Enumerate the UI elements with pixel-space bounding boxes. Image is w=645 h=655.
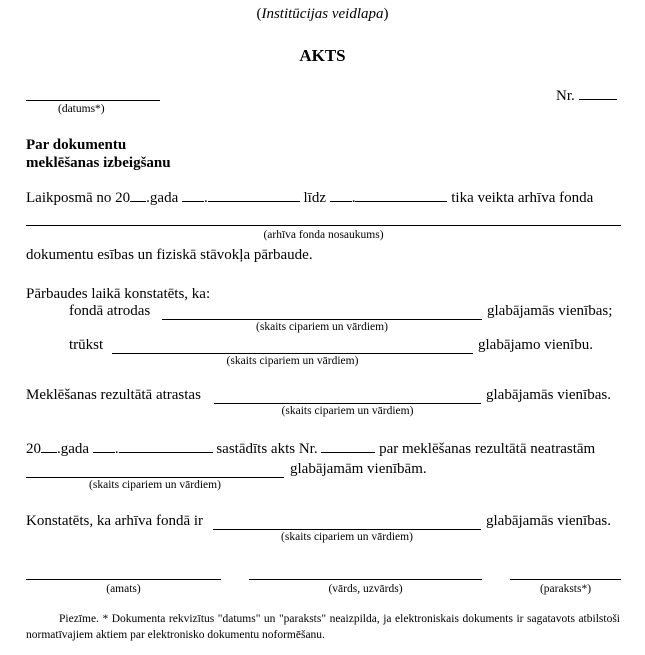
- missing-caption: (skaits cipariem un vārdiem): [226, 355, 359, 367]
- search-result-label: Meklēšanas rezultātā atrastas: [26, 387, 201, 403]
- search-result-unit: glabājamās vienības.: [486, 387, 611, 403]
- name-caption: (vārds, uzvārds): [328, 583, 403, 595]
- period-line: Laikposmā no 20 .gada . līdz . tika veikta arhīva fonda: [26, 190, 594, 206]
- act-count-caption: (skaits cipariem un vārdiem): [89, 479, 221, 491]
- act-drawn-line: 20 .gada . sastādīts akts Nr. par meklēšanas rezultātā neatrastām: [26, 441, 596, 457]
- inspection-intro: Pārbaudes laikā konstatēts, ka:: [26, 286, 211, 302]
- position-line[interactable]: [26, 579, 221, 580]
- act-text-a: 20: [26, 441, 41, 457]
- in-fund-line[interactable]: [162, 319, 482, 320]
- form-note: (Institūcijas veidlapa): [256, 6, 389, 22]
- to-month-input[interactable]: [355, 188, 447, 202]
- conclusion-label: Konstatēts, ka arhīva fondā ir: [26, 513, 204, 529]
- subject-line-2: meklēšanas izbeigšanu: [26, 155, 171, 171]
- act-month-input[interactable]: [119, 439, 213, 453]
- date-line[interactable]: [26, 100, 160, 101]
- act-text-d: par meklēšanas rezultātā neatrastām: [379, 441, 596, 457]
- act-drawn-unit: glabājamām vienībām.: [290, 461, 427, 477]
- year-input[interactable]: [130, 188, 146, 202]
- number-field: [556, 86, 617, 105]
- act-text-c: sastādīts akts Nr.: [216, 441, 318, 457]
- in-fund-label: fondā atrodas: [69, 303, 151, 319]
- conclusion-caption: (skaits cipariem un vārdiem): [281, 531, 413, 543]
- fund-name-caption: (arhīva fonda nosaukums): [263, 229, 384, 241]
- conclusion-unit: glabājamās vienības.: [486, 513, 611, 529]
- to-day-input[interactable]: [330, 188, 352, 202]
- period-text-a: Laikposmā no 20: [26, 190, 131, 206]
- name-line[interactable]: [249, 579, 482, 580]
- search-result-line[interactable]: [214, 403, 481, 404]
- form-note-text: Institūcijas veidlapa: [261, 6, 384, 22]
- from-day-input[interactable]: [182, 188, 204, 202]
- missing-line[interactable]: [112, 353, 473, 354]
- act-year-input[interactable]: [41, 439, 57, 453]
- number-label: Nr.: [556, 88, 575, 104]
- signature-line[interactable]: [510, 579, 621, 580]
- period-text-c: līdz: [303, 190, 326, 206]
- conclusion-line[interactable]: [213, 529, 481, 530]
- act-text-b: .gada: [57, 441, 90, 457]
- date-caption: (datums*): [58, 103, 105, 115]
- period-continuation: dokumentu esības un fiziskā stāvokļa pārbaude.: [26, 247, 313, 263]
- signature-caption: (paraksts*): [539, 583, 592, 595]
- footnote: Piezīme. * Dokumenta rekvizītus "datums" un "paraksts" neaizpilda, ja elektroniskais dokuments ir sagatavots atbilstoši normatīvajiem aktiem par elektronisko dokumentu noformēšanu.: [26, 613, 620, 641]
- act-day-input[interactable]: [93, 439, 115, 453]
- subject-line-1: Par dokumentu: [26, 137, 127, 153]
- from-month-input[interactable]: [208, 188, 300, 202]
- fund-name-line[interactable]: [26, 225, 621, 226]
- document-title: AKTS: [299, 46, 346, 65]
- period-text-b: .gada: [146, 190, 179, 206]
- act-count-line[interactable]: [26, 477, 284, 478]
- number-input[interactable]: [579, 86, 617, 100]
- in-fund-caption: (skaits cipariem un vārdiem): [256, 321, 388, 333]
- period-text-d: tika veikta arhīva fonda: [451, 190, 594, 206]
- missing-label: trūkst: [69, 337, 104, 353]
- missing-unit: glabājamo vienību.: [478, 337, 593, 353]
- in-fund-unit: glabājamās vienības;: [487, 303, 613, 319]
- act-number-input[interactable]: [321, 439, 375, 453]
- search-result-caption: (skaits cipariem un vārdiem): [281, 405, 414, 417]
- position-caption: (amats): [106, 583, 141, 595]
